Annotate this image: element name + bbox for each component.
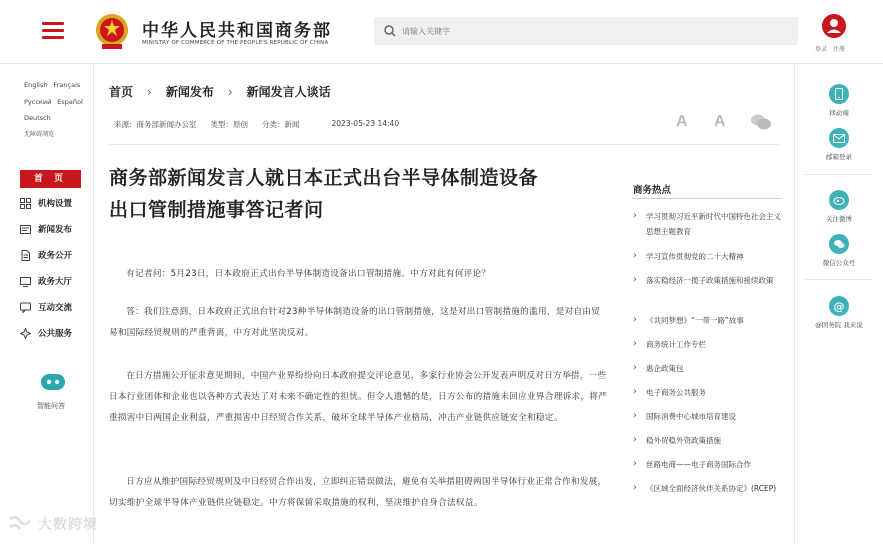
national-emblem-icon[interactable]: [94, 12, 130, 52]
meta-source: 来源：商务部新闻办公室: [114, 120, 197, 129]
nav-label: 机构设置: [38, 199, 73, 209]
at-icon: @: [829, 296, 849, 316]
breadcrumb: [109, 83, 331, 100]
breadcrumb-news[interactable]: 新闻发布: [165, 85, 214, 99]
robot-icon[interactable]: [39, 371, 67, 393]
article-meta: [114, 119, 413, 130]
wechat-share-icon[interactable]: [750, 113, 772, 131]
divider: [109, 144, 779, 145]
meta-category: 分类：新闻: [262, 120, 300, 129]
hot-topics-title: 商务热点: [633, 185, 672, 196]
nav-item-hall[interactable]: [20, 273, 72, 289]
title-line: 出口管制措施事答记者问: [109, 199, 324, 221]
right-sidebar: [794, 64, 883, 544]
language-row: [24, 98, 89, 106]
doc-icon: [20, 250, 31, 261]
article-paragraph: 日方应从维护国际经贸规则及中日经贸合作出发，立即纠正错误做法，避免有关举措阻碍两国半导体行业正常合作和发展，切实维护全球半导体产业链供应链稳定。中方将保留采取措施的权利，坚决维护自身合法权益。: [109, 477, 607, 508]
mail-icon: [829, 128, 849, 148]
language-row: [24, 114, 57, 122]
mobile-icon: [829, 84, 849, 104]
mobile-link[interactable]: [795, 84, 883, 117]
breadcrumb-spokesman[interactable]: 新闻发言人谈话: [246, 85, 331, 99]
title-line: 商务部新闻发言人就日本正式出台半导体制造设备: [109, 167, 539, 189]
hot-item[interactable]: › 《共同梦想》“一带一路”故事: [632, 313, 782, 328]
nav-item-interact[interactable]: [20, 299, 72, 315]
nav-item-news[interactable]: [20, 221, 72, 237]
mail-link[interactable]: [795, 128, 883, 161]
hot-item[interactable]: › 国际消费中心城市培育建设: [632, 409, 782, 424]
article-paragraph: 有记者问：5月23日，日本政府正式出台半导体制造设备出口管制措施。中方对此有何评论？: [126, 269, 491, 279]
watermark: [6, 514, 98, 534]
hot-item[interactable]: › 稳外贸稳外资政策措施: [632, 433, 782, 448]
main-content: [94, 64, 794, 544]
site-title[interactable]: 中华人民共和国商务部: [142, 21, 332, 41]
left-sidebar: [0, 64, 94, 544]
site-header: [0, 0, 883, 64]
nav-label: 政务公开: [38, 251, 73, 261]
search-bar[interactable]: [374, 17, 798, 45]
lang-russian[interactable]: Русский: [24, 98, 52, 106]
hot-divider: [632, 198, 782, 199]
meta-date: 2023-05-23 14:40: [331, 119, 400, 128]
lang-german[interactable]: Deutsch: [24, 114, 51, 122]
ai-assistant-label[interactable]: 智能问答: [37, 402, 65, 410]
state-council-label: @国务院 我来说: [815, 321, 863, 329]
wechat-link[interactable]: [795, 234, 883, 267]
mobile-label: 移动端: [829, 109, 849, 117]
user-links: [815, 44, 851, 53]
article-paragraph: 答：我们注意到，日本政府正式出台针对23种半导体制造设备的出口管制措施，这是对出口管制措施的滥用，是对自由贸易和国际经贸规则的严重背离，中方对此坚决反对。: [109, 307, 601, 338]
site-subtitle: MINISTRY OF COMMERCE OF THE PEOPLE'S REPUBLIC OF CHINA: [142, 40, 329, 46]
weibo-label: 关注微博: [826, 215, 852, 223]
register-link[interactable]: 注册: [833, 46, 846, 53]
hot-item[interactable]: › 落实稳经济一揽子政策措施和接续政策: [632, 273, 782, 288]
divider: [805, 279, 873, 280]
nav-item-org[interactable]: [20, 195, 72, 211]
nav-label: 互动交流: [38, 303, 73, 313]
watermark-logo-icon: [6, 515, 34, 533]
hot-item[interactable]: › 学习贯彻习近平新时代中国特色社会主义思想主题教育: [632, 209, 782, 239]
chat-icon: [20, 302, 31, 313]
search-icon[interactable]: [382, 23, 398, 39]
hot-item[interactable]: › 《区域全面经济伙伴关系协定》(RCEP): [632, 481, 782, 496]
breadcrumb-home[interactable]: 首页: [109, 85, 134, 99]
hot-item[interactable]: › 电子商务公共服务: [632, 385, 782, 400]
hot-item[interactable]: › 惠企政策包: [632, 361, 782, 376]
search-input[interactable]: [402, 21, 782, 41]
font-smaller-button[interactable]: A: [714, 113, 726, 130]
nav-label: 新闻发布: [38, 225, 73, 235]
nav-item-service[interactable]: [20, 325, 72, 341]
hot-item[interactable]: › 学习宣传贯彻党的二十大精神: [632, 249, 782, 264]
wechat-label: 微信公众号: [822, 259, 856, 267]
font-larger-button[interactable]: A: [676, 113, 688, 130]
hall-icon: [20, 276, 31, 287]
nav-label: 政务大厅: [38, 277, 73, 287]
breadcrumb-separator: ›: [147, 84, 152, 99]
accessibility-link[interactable]: 无障碍浏览: [24, 131, 55, 138]
watermark-text: 大数跨境: [38, 517, 98, 533]
lang-english[interactable]: English: [24, 81, 48, 89]
lang-spanish[interactable]: Español: [57, 98, 83, 106]
language-row: [24, 81, 86, 89]
nav-home[interactable]: 首 页: [20, 170, 81, 188]
article-paragraph: 在日方措施公开征求意见期间，中国产业界纷纷向日本政府提交评论意见，多家行业协会公开发表声明反对日方举措，一些日本行业团体和企业也以各种方式表达了对未来不确定性的担忧。但令人遗憾的是，日方公布的措施未回应业界合理诉求，将严重损害中日两国企业利益，严重损害中日经贸合作关系，破坏全球半导体产业格局，冲击产业链供应链安全和稳定。: [109, 371, 608, 423]
lang-french[interactable]: Français: [53, 81, 81, 89]
news-icon: [20, 224, 31, 235]
state-council-link[interactable]: [795, 296, 883, 329]
weibo-link[interactable]: [795, 190, 883, 223]
weibo-icon: [829, 190, 849, 210]
hot-item[interactable]: › 丝路电商——电子商务国际合作: [632, 457, 782, 472]
org-icon: [20, 198, 31, 209]
meta-type: 类型：原创: [210, 120, 248, 129]
user-icon[interactable]: [822, 14, 846, 38]
nav-item-open[interactable]: [20, 247, 72, 263]
breadcrumb-separator: ›: [227, 84, 233, 99]
mail-label: 邮箱登录: [826, 153, 852, 161]
divider: [805, 174, 873, 175]
hot-item[interactable]: › 商务统计工作专栏: [632, 337, 782, 352]
article-title: [109, 162, 599, 226]
wechat-icon: [829, 234, 849, 254]
login-link[interactable]: 登录: [815, 46, 828, 53]
menu-icon[interactable]: [42, 22, 64, 40]
nav-label: 公共服务: [38, 329, 73, 339]
service-icon: [20, 328, 31, 339]
